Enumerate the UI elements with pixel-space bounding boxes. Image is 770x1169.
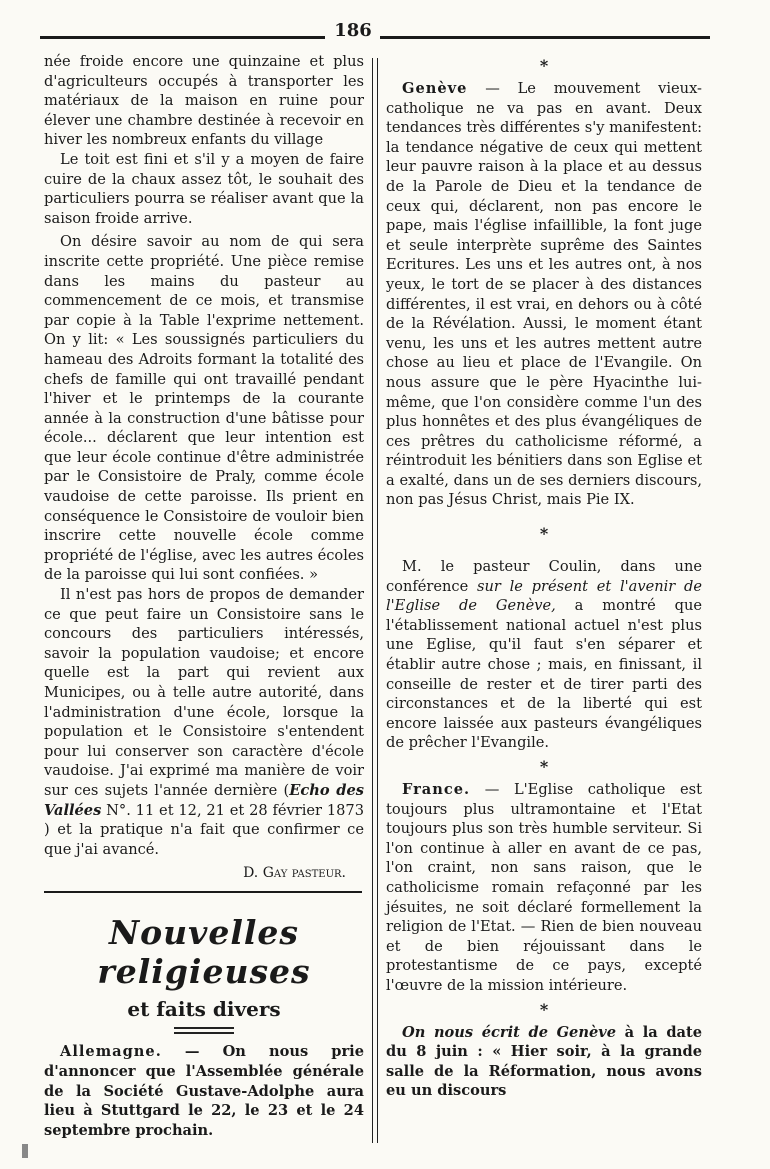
news-geneve-letter-intro: On nous écrit de Genève [402, 1023, 617, 1041]
separator-star: * [539, 56, 549, 75]
paragraph-consistory-text-a: Il n'est pas hors de propos de demander ce que peut faire un Consistoire sans le concours des particuliers intéressés, savoir la population vaudoise; et encore quelle est la part qui revient aux Municipes, ou à telle autre autorité, dans l'administration d'une école, lorsque la population et le Consistoire s'entendent pour lui conserver son caractère d'école vaudoise. J'ai exprimé ma manière de voir sur ces sujets l'année dernière ( [44, 586, 364, 799]
margin-mark [22, 1144, 28, 1158]
paragraph-consistory-text-b: N°. 11 et 12, 21 et 28 février 1873 ) et la pratique n'a fait que confirmer ce que j'ai avancé. [44, 801, 364, 858]
news-coulin-text-a: M. le pasteur Coulin, dans une conférence [386, 558, 702, 595]
rubric-france: France. [402, 781, 471, 798]
news-coulin [386, 557, 702, 753]
news-allemagne [44, 1042, 364, 1140]
separator-star: * [539, 757, 549, 776]
echo-reference: Echo des Vallées [44, 781, 365, 819]
signature: D. Gay pasteur. [243, 865, 346, 882]
header-rule-right [380, 36, 710, 39]
news-coulin-text-b: a montré que l'établissement national actuel n'est plus une Eglise, qu'il faut s'en séparer et établir autre chose ; mais, en finissant, il conseille de rester et de tirer parti des circonstances et de la liberté qui est encore laissée aux pasteurs évangéliques de prêcher l'Evangile. [386, 597, 702, 752]
news-geneve-letter [386, 1023, 702, 1101]
title-ornament [174, 1027, 234, 1034]
column-divider [372, 58, 378, 1143]
rubric-allemagne: Allemagne. [60, 1043, 162, 1061]
rubric-geneve: Genève [402, 80, 468, 97]
left-column [44, 52, 364, 1140]
page-number: 186 [334, 20, 372, 41]
separator-star: * [539, 999, 549, 1019]
news-geneve-letter-text: à la date du 8 juin : « Hier soir, à la grande salle de la Réformation, nous avons eu un discours [386, 1023, 703, 1100]
news-france [386, 780, 702, 996]
page-header [40, 14, 710, 44]
right-column [386, 52, 702, 1101]
separator-star: * [539, 524, 549, 544]
paragraph-property: On désire savoir au nom de qui sera inscrite cette propriété. Une pièce remise dans les mains du pasteur au commencement de ce mois, et transmise par copie à la Table l'exprime nettement. On y lit: « Les soussignés particuliers du hameau des Adroits formant la totalité des chefs de famille qui ont travaillé pendant l'hiver et le printemps de la courante année à la construction d'une bâtisse pour école... déclarent que leur intention est que leur école continue d'être administrée par le Consistoire de Praly, comme école vaudoise de cette paroisse. Ils prient en conséquence le Consistoire de vouloir bien inscrire cette nouvelle école comme propriété de l'église, avec les autres écoles de la paroisse qui lui sont confiées. » [44, 233, 364, 584]
news-france-text: — L'Eglise catholique est toujours plus ultramontaine et l'Etat toujours plus son très humble serviteur. Si l'on continue à aller en avant de ce pas, l'on craint, non sans raison, que le catholicisme romain refaçonné par les jésuites, ne soit déclaré formellement la religion de l'Etat. — Rien de bien nouveau et de bien réjouissant dans le protestantisme de ce pays, excepté l'œuvre de la mission intérieure. [386, 781, 702, 994]
news-geneve [386, 79, 702, 510]
news-geneve-text: — Le mouvement vieux-catholique ne va pas en avant. Deux tendances très différentes s'y manifestent: la tendance négative de ceux qui mettent leur pauvre raison à la place et au dessus de la Parole de Dieu et la tendance de ceux qui, déclarent, non pas encore le pape, mais l'église infaillible, la font juge et seule interprète suprême des Saintes Ecritures. Les uns et les autres ont, à nos yeux, le tort de se placer à des distances différentes, il est vrai, en dehors ou à côté de la Révélation. Aussi, le moment étant venu, les uns et les autres mettent autre chose au lieu et place de l'Evangile. On nous assure que le père Hyacinthe lui-même, que l'on considère comme l'un des plus honnêtes et des plus évangéliques de ces prêtres du catholicisme réformé, a réintroduit les bénitiers dans son Eglise et a exalté, dans un de ses derniers discours, non pas Jésus Christ, mais Pie IX. [386, 80, 702, 509]
paragraph-continuation: née froide encore une quinzaine et plus d'agriculteurs occupés à transporter les matériaux de la maison en ruine pour élever une chambre destinée à recevoir en hiver les nombreux enfants du village [44, 53, 364, 149]
paragraph-roof: Le toit est fini et s'il y a moyen de faire cuire de la chaux assez tôt, le souhait des particuliers pourra se réaliser avant que la saison froide arrive. [44, 150, 364, 227]
header-rule-left [40, 36, 325, 39]
section-rule [44, 891, 362, 893]
paragraph-consistory [44, 585, 364, 859]
section-title: Nouvelles religieuses [97, 913, 311, 992]
news-allemagne-text: — On nous prie d'annoncer que l'Assemblée générale de la Société Gustave-Adolphe aura lieu à Stuttgard le 22, le 23 et le 24 septembre prochain. [44, 1043, 364, 1139]
conference-title: sur le présent et l'avenir de l'Eglise de Genève, [386, 577, 702, 615]
section-subtitle: et faits divers [127, 997, 281, 1022]
